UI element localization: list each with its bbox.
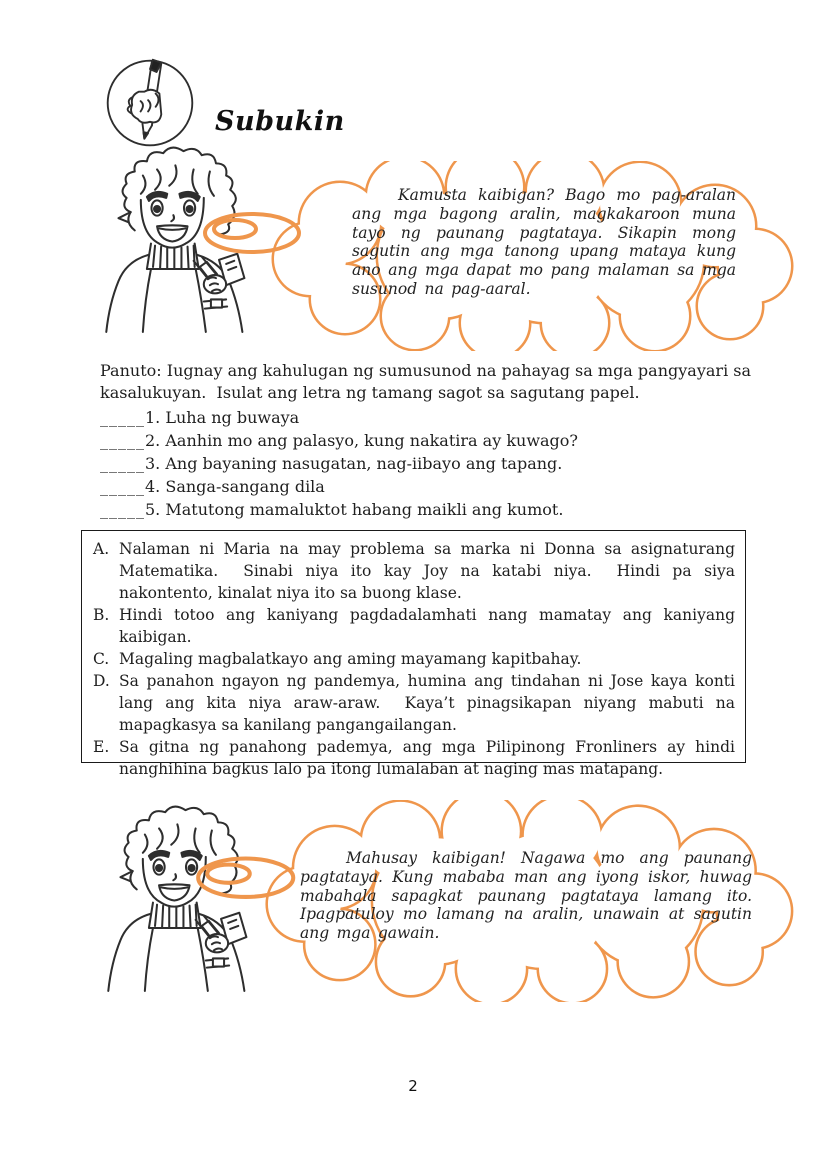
question-number: 4. [145,477,161,496]
question-number: 5. [145,500,161,519]
choice-letter: E. [93,738,110,756]
page-number: 2 [408,1077,418,1095]
choice-text: Nalaman ni Maria na may problema sa marka ni Donna sa asignaturang Matematika. Sinabi niya ito kay Joy na katabi niya. Hindi pa siya nakontento, kinalat niya ito sa buong klase. [119,540,740,602]
answer-blank[interactable]: _____ [100,500,145,519]
choice-letter: C. [93,650,110,668]
choice-letter: A. [93,540,110,558]
outro-bubble-text: Mahusay kaibigan! Nagawa mo ang paunang pagtataya. Kung mababa man ang iyong iskor, huwag mabahala sapagkat paunang pagtataya lamang ito. Ipagpatuloy mo lamang na aralin, unawain at sagutin ang mga gawain. [300,849,752,943]
instructions-text: Iugnay ang kahulugan ng sumusunod na pahayag sa mga pangyayari sa kasalukuyan. Isulat ang letra ng tamang sagot sa sagutang papel. [100,361,757,402]
choice-text: Hindi totoo ang kaniyang pagdadalamhati nang mamatay ang kaniyang kaibigan. [119,606,740,646]
question-text: Ang bayaning nasugatan, nag-iibayo ang tapang. [165,454,563,473]
question-list [100,406,700,521]
question-number: 3. [145,454,161,473]
question-text: Matutong mamaluktot habang maikli ang kumot. [165,500,564,519]
question-text: Aanhin mo ang palasyo, kung nakatira ay kuwago? [165,431,579,450]
choice-text: Sa panahon ngayon ng pandemya, humina ang tindahan ni Jose kaya konti lang ang kita niya araw-araw. Kaya’t pinagsikapan niyang mabuti na mapagkasya sa kanilang pangangailangan. [119,672,740,734]
question-row [100,429,700,452]
question-row [100,475,700,498]
question-row [100,452,700,475]
choice-row [93,736,740,780]
choice-text: Magaling magbalatkayo ang aming mayamang kapitbahay. [119,650,582,668]
answer-blank[interactable]: _____ [100,454,145,473]
answer-blank[interactable]: _____ [100,431,145,450]
intro-bubble-text: Kamusta kaibigan? Bago mo pag-aralan ang mga bagong aralin, magkakaroon muna tayo ng paunang pagtataya. Sikapin mong sagutin ang mga tanong upang mataya kung ano ang mga dapat mo pang malaman sa mga susunod na pag-aaral. [352,186,736,298]
choice-letter: B. [93,606,110,624]
pencil-hand-icon [103,56,197,150]
answer-blank[interactable]: _____ [100,408,145,427]
instructions-label: Panuto: [100,361,162,380]
choice-letter: D. [93,672,110,690]
choice-row [93,538,740,604]
page-title: Subukin [215,106,345,137]
choices-box [81,530,746,778]
choice-text: Sa gitna ng panahong pademya, ang mga Pilipinong Fronliners ay hindi nanghihina bagkus lalo pa itong lumalaban at naging mas matapang. [119,738,740,778]
choice-row [93,670,740,736]
question-row [100,498,700,521]
instructions [100,360,757,403]
question-number: 2. [145,431,161,450]
choice-row [93,604,740,648]
answer-blank[interactable]: _____ [100,477,145,496]
question-text: Luha ng buwaya [165,408,300,427]
question-row [100,406,700,429]
choice-row [93,648,735,670]
question-text: Sanga-sangang dila [165,477,325,496]
question-number: 1. [145,408,161,427]
